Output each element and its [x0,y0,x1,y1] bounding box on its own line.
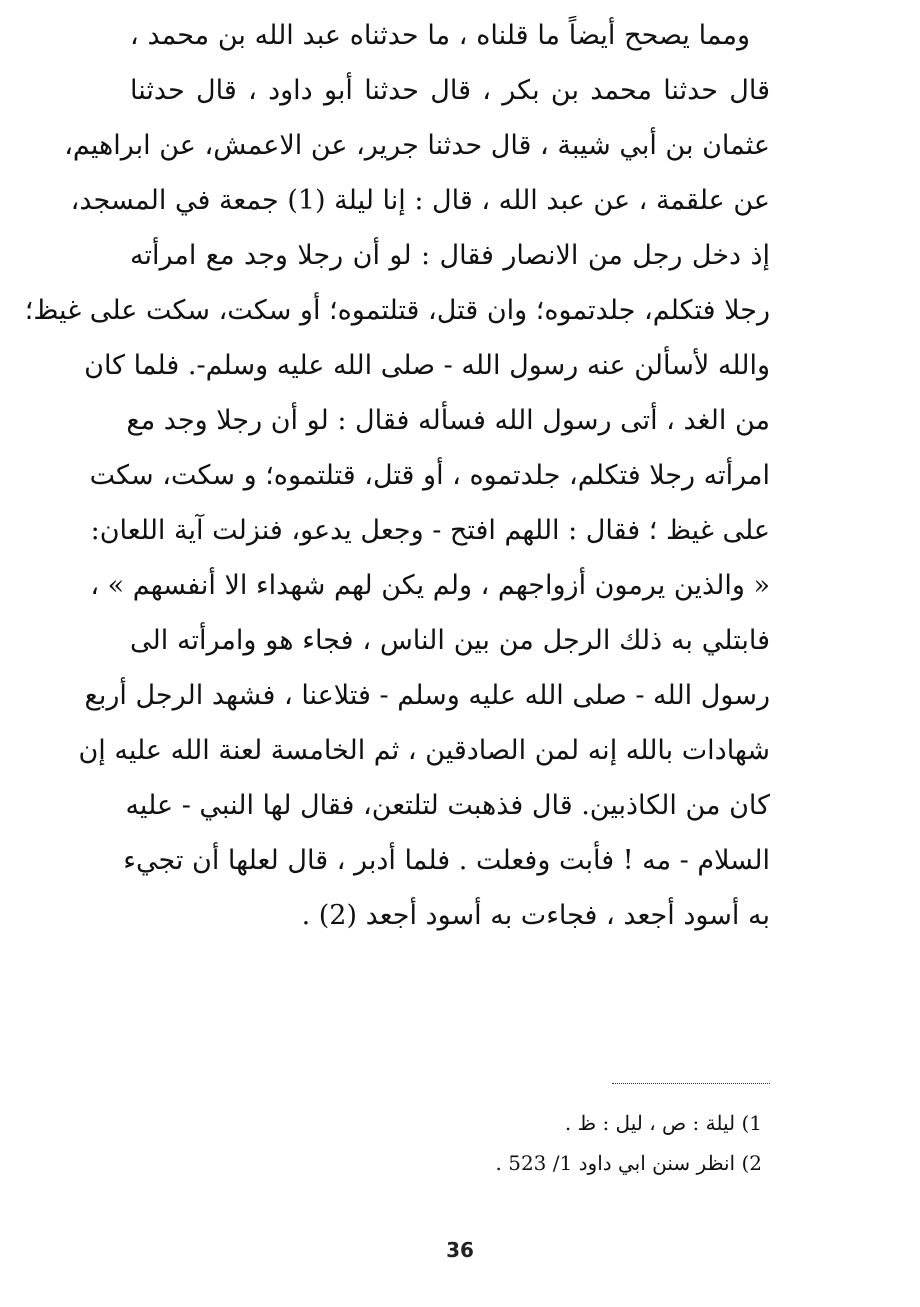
footnote-2: 2) انظر سنن ابي داود 1/ 523 . [495,1151,762,1175]
text-line: من الغد ، أتى رسول الله فسأله فقال : لو أن رجلا وجد مع [126,405,770,436]
page-number: 36 [446,1238,474,1262]
text-line: شهادات بالله إنه لمن الصادقين ، ثم الخامسة لعنة الله عليه إن [78,735,770,766]
text-line: به أسود أجعد ، فجاءت به أسود أجعد (2) . [301,900,770,931]
footnotes-block [162,1103,762,1183]
text-line: على غيظ ؛ فقال : اللهم افتح - وجعل يدعو، فنزلت آية اللعان: [90,515,770,546]
text-line: إذ دخل رجل من الانصار فقال : لو أن رجلا وجد مع امرأته [130,240,770,271]
main-text-block [24,8,770,943]
text-line: عثمان بن أبي شيبة ، قال حدثنا جرير، عن الاعمش، عن ابراهيم، [64,130,770,161]
text-line: قال حدثنا محمد بن بكر ، قال حدثنا أبو داود ، قال حدثنا [130,75,770,106]
text-line: كان من الكاذبين. قال فذهبت لتلتعن، فقال لها النبي - عليه [125,790,770,821]
text-line: عن علقمة ، عن عبد الله ، قال : إنا ليلة (1) جمعة في المسجد، [70,185,770,216]
text-line: ومما يصحح أيضاً ما قلناه ، ما حدثناه عبد الله بن محمد ، [130,20,750,51]
text-line: السلام - مه ! فأبت وفعلت . فلما أدبر ، قال لعلها أن تجيء [123,845,770,876]
text-line: والله لأسألن عنه رسول الله - صلى الله عليه وسلم-. فلما كان [84,350,770,381]
footnote-1: 1) ليلة : ص ، ليل : ظ . [564,1111,762,1135]
text-line: امرأته رجلا فتكلم، جلدتموه ، أو قتل، قتلتموه؛ و سكت، سكت [89,460,770,491]
footnote-separator [612,1083,770,1084]
text-line: « والذين يرمون أزواجهم ، ولم يكن لهم شهداء الا أنفسهم » ، [90,570,770,601]
text-line: فابتلي به ذلك الرجل من بين الناس ، فجاء هو وامرأته الى [130,625,770,656]
text-line: رسول الله - صلى الله عليه وسلم - فتلاعنا ، فشهد الرجل أربع [84,680,770,711]
text-line: رجلا فتكلم، جلدتموه؛ وان قتل، قتلتموه؛ أو سكت، سكت على غيظ؛ [24,295,770,326]
